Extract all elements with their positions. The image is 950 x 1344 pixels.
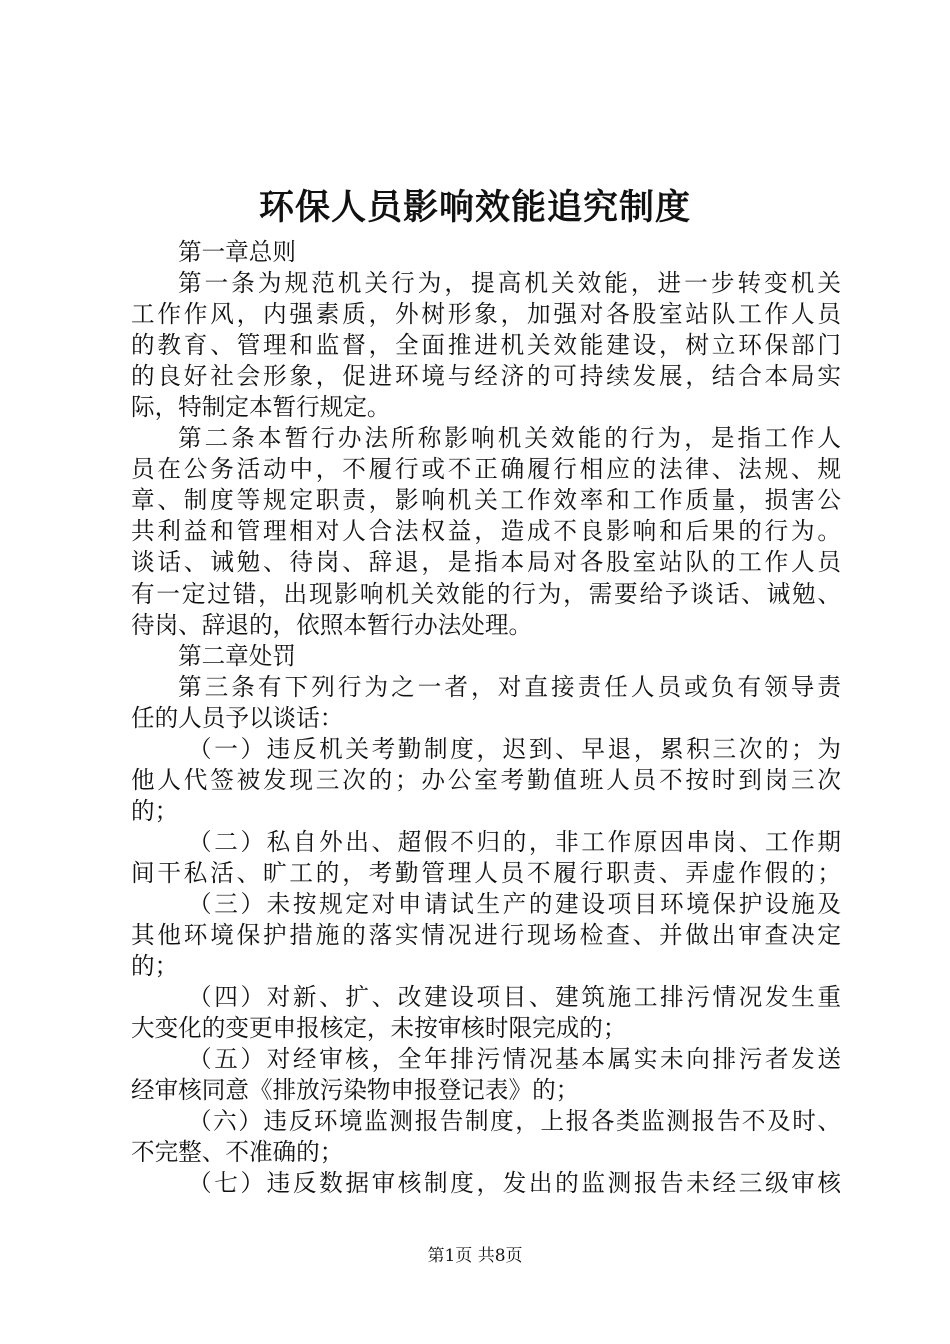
body-line: （二）私自外出、超假不归的，非工作原因串岗、工作期 [188,827,844,856]
body-line: 待岗、辞退的，依照本暂行办法处理。 [131,610,533,639]
body-line: 章、制度等规定职责，影响机关工作效率和工作质量，损害公 [131,486,844,515]
body-line: 有一定过错，出现影响机关效能的行为，需要给予谈话、诫勉、 [131,579,843,608]
body-line: 其他环境保护措施的落实情况进行现场检查、并做出审查决定 [131,921,844,950]
body-line: 的教育、管理和监督，全面推进机关效能建设，树立环保部门 [131,331,844,360]
body-line: 的良好社会形象，促进环境与经济的可持续发展，结合本局实 [131,362,844,391]
body-line: 的； [131,796,179,825]
body-line: 他人代签被发现三次的；办公室考勤值班人员不按时到岗三次 [131,765,844,794]
body-line: （三）未按规定对申请试生产的建设项目环境保护设施及 [188,889,844,918]
body-line: 第二条本暂行办法所称影响机关效能的行为，是指工作人 [178,424,845,453]
body-line: 第一章总则 [178,238,296,266]
document-title: 环保人员影响效能追究制度 [258,187,691,228]
body-line: （五）对经审核，全年排污情况基本属实未向排污者发送 [188,1045,844,1074]
body-line: 间干私活、旷工的，考勤管理人员不履行职责、弄虚作假的； [131,858,844,887]
body-line: 际，特制定本暂行规定。 [131,393,391,422]
body-line: 员在公务活动中，不履行或不正确履行相应的法律、法规、规 [131,455,844,484]
body-line: （四）对新、扩、改建设项目、建筑施工排污情况发生重 [188,983,844,1012]
body-line: （六）违反环境监测报告制度，上报各类监测报告不及时、 [188,1107,843,1136]
document-body [131,237,845,1199]
body-line: （一）违反机关考勤制度，迟到、早退，累积三次的；为 [188,734,844,763]
body-line: 大变化的变更申报核定，未按审核时限完成的； [131,1014,627,1043]
body-line: 第三条有下列行为之一者，对直接责任人员或负有领导责 [178,672,845,701]
body-line: 共利益和管理相对人合法权益，造成不良影响和后果的行为。 [131,517,844,546]
page-footer: 第1页 共8页 [427,1246,523,1266]
body-line: 谈话、诫勉、待岗、辞退，是指本局对各股室站队的工作人员 [131,548,844,577]
body-line: 第二章处罚 [178,641,296,670]
body-line: 经审核同意《排放污染物申报登记表》的； [131,1076,580,1105]
body-line: （七）违反数据审核制度，发出的监测报告未经三级审核 [188,1169,844,1198]
body-line: 任的人员予以谈话： [131,703,344,732]
body-line: 不完整、不准确的； [131,1138,344,1167]
body-line: 工作作风，内强素质，外树形象，加强对各股室站队工作人员 [131,300,844,329]
body-line: 第一条为规范机关行为，提高机关效能，进一步转变机关 [178,269,845,298]
body-line: 的； [131,952,179,981]
